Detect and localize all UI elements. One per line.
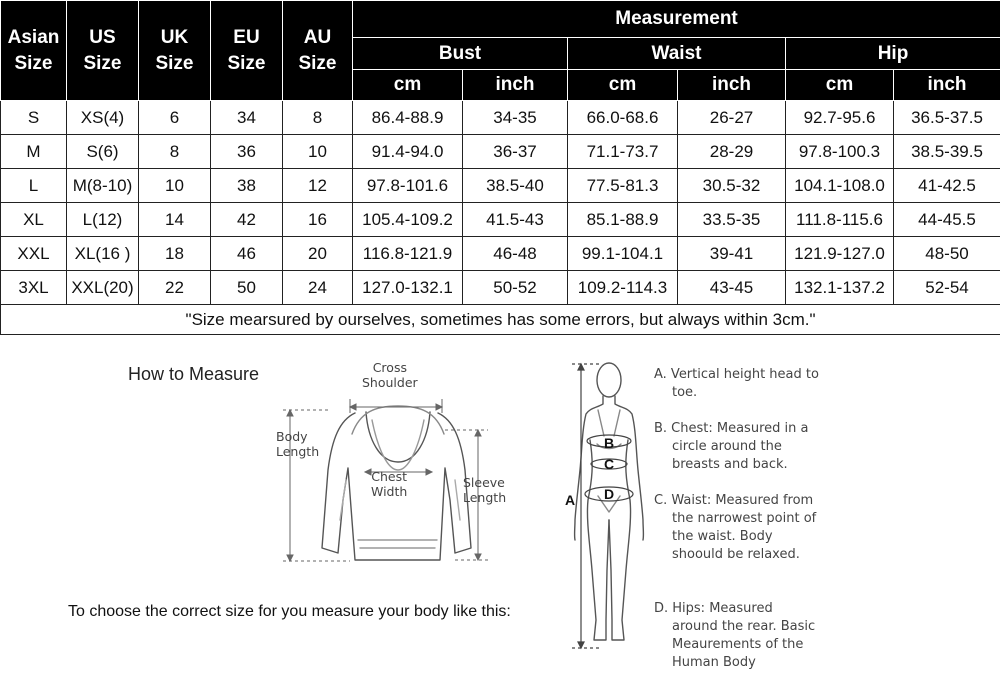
header-hip: Hip	[786, 38, 1000, 70]
size-cell: 20	[283, 237, 353, 271]
label-chest-width: Chest Width	[371, 469, 408, 499]
size-cell: 77.5-81.3	[568, 169, 678, 203]
size-cell: 38.5-40	[463, 169, 568, 203]
table-note: "Size mearsured by ourselves, sometimes has some errors, but always within 3cm."	[1, 305, 1000, 335]
header-unit: inch	[463, 70, 568, 101]
header-waist: Waist	[568, 38, 786, 70]
header-asian-size: Asian Size	[1, 1, 67, 101]
size-cell: M(8-10)	[67, 169, 139, 203]
size-cell: 92.7-95.6	[786, 101, 894, 135]
size-cell: 34-35	[463, 101, 568, 135]
size-cell: 43-45	[678, 271, 786, 305]
size-cell: 36-37	[463, 135, 568, 169]
size-cell: 33.5-35	[678, 203, 786, 237]
measure-legend-d: D. Hips: Measured around the rear. Basic Meaurements of the Human Body	[654, 601, 816, 670]
size-cell: XXL(20)	[67, 271, 139, 305]
marker-d: D	[604, 486, 615, 502]
size-cell: 97.8-101.6	[353, 169, 463, 203]
size-cell: 109.2-114.3	[568, 271, 678, 305]
size-cell: XXL	[1, 237, 67, 271]
size-cell: S	[1, 101, 67, 135]
size-cell: M	[1, 135, 67, 169]
size-cell: 3XL	[1, 271, 67, 305]
size-cell: 44-45.5	[894, 203, 1000, 237]
header-unit: inch	[894, 70, 1000, 101]
size-cell: 10	[139, 169, 211, 203]
size-cell: 6	[139, 101, 211, 135]
marker-b: B	[604, 435, 615, 451]
size-cell: 105.4-109.2	[353, 203, 463, 237]
how-to-measure-title: How to Measure	[128, 364, 260, 384]
header-bust: Bust	[353, 38, 568, 70]
size-cell: 8	[283, 101, 353, 135]
header-au-size: AU Size	[283, 1, 353, 101]
size-cell: 71.1-73.7	[568, 135, 678, 169]
header-unit: cm	[786, 70, 894, 101]
size-cell: L(12)	[67, 203, 139, 237]
header-us-size: US Size	[67, 1, 139, 101]
size-cell: XL	[1, 203, 67, 237]
measure-legend-c: C. Waist: Measured from the narrowest point of the waist. Body shoould be relaxed.	[654, 493, 817, 562]
size-cell: 41-42.5	[894, 169, 1000, 203]
size-cell: 97.8-100.3	[786, 135, 894, 169]
size-cell: 42	[211, 203, 283, 237]
size-cell: 34	[211, 101, 283, 135]
size-cell: 46-48	[463, 237, 568, 271]
size-cell: 48-50	[894, 237, 1000, 271]
size-cell: 111.8-115.6	[786, 203, 894, 237]
size-cell: 127.0-132.1	[353, 271, 463, 305]
size-cell: XS(4)	[67, 101, 139, 135]
size-cell: 91.4-94.0	[353, 135, 463, 169]
size-cell: 99.1-104.1	[568, 237, 678, 271]
size-cell: 41.5-43	[463, 203, 568, 237]
size-cell: 14	[139, 203, 211, 237]
size-cell: 85.1-88.9	[568, 203, 678, 237]
size-cell: 10	[283, 135, 353, 169]
size-cell: L	[1, 169, 67, 203]
measure-legend-b: B. Chest: Measured in a circle around the breasts and back.	[654, 421, 809, 472]
size-cell: 22	[139, 271, 211, 305]
header-uk-size: UK Size	[139, 1, 211, 101]
size-cell: 38.5-39.5	[894, 135, 1000, 169]
size-cell: 39-41	[678, 237, 786, 271]
header-eu-size: EU Size	[211, 1, 283, 101]
header-measurement: Measurement	[353, 1, 1000, 38]
size-cell: 50-52	[463, 271, 568, 305]
size-cell: 52-54	[894, 271, 1000, 305]
header-unit: cm	[568, 70, 678, 101]
size-cell: 50	[211, 271, 283, 305]
size-cell: 26-27	[678, 101, 786, 135]
size-cell: S(6)	[67, 135, 139, 169]
size-cell: 8	[139, 135, 211, 169]
size-cell: 116.8-121.9	[353, 237, 463, 271]
size-cell: 36	[211, 135, 283, 169]
marker-a: A	[565, 492, 576, 508]
header-unit: cm	[353, 70, 463, 101]
label-sleeve-length: Sleeve Length	[463, 475, 507, 505]
size-cell: 12	[283, 169, 353, 203]
size-cell: 24	[283, 271, 353, 305]
label-cross-shoulder: Cross Shoulder	[362, 360, 418, 390]
size-cell: 66.0-68.6	[568, 101, 678, 135]
size-cell: 38	[211, 169, 283, 203]
header-unit: inch	[678, 70, 786, 101]
size-cell: 30.5-32	[678, 169, 786, 203]
choose-size-instruction: To choose the correct size for you measure your body like this:	[68, 603, 511, 620]
size-cell: 36.5-37.5	[894, 101, 1000, 135]
size-cell: 16	[283, 203, 353, 237]
measure-legend-a: A. Vertical height head to toe.	[654, 367, 819, 400]
size-cell: 121.9-127.0	[786, 237, 894, 271]
label-body-length: Body Length	[276, 429, 320, 459]
size-cell: 104.1-108.0	[786, 169, 894, 203]
size-cell: 46	[211, 237, 283, 271]
size-cell: 86.4-88.9	[353, 101, 463, 135]
size-cell: 18	[139, 237, 211, 271]
size-cell: 132.1-137.2	[786, 271, 894, 305]
size-cell: 28-29	[678, 135, 786, 169]
size-cell: XL(16 )	[67, 237, 139, 271]
marker-c: C	[604, 456, 615, 472]
